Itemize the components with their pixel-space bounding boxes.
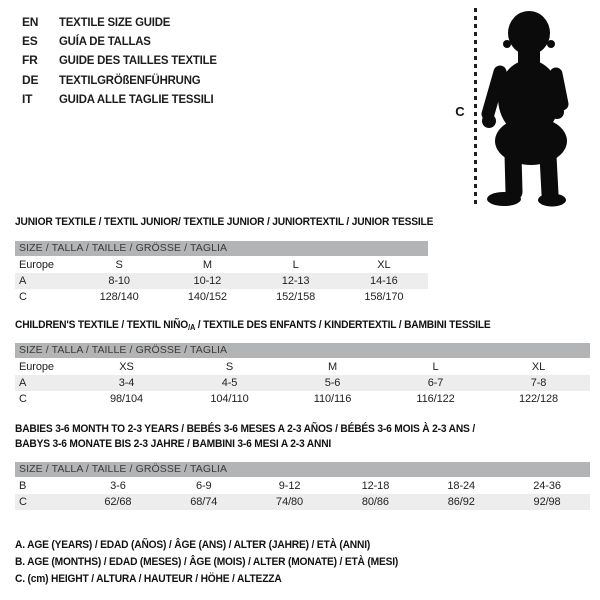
table-cell: L xyxy=(292,259,299,271)
table-cell: 3-4 xyxy=(118,377,135,389)
table-cell: 7-8 xyxy=(530,377,547,389)
table-cell: 128/140 xyxy=(99,291,139,303)
table-row xyxy=(15,391,590,407)
language-row xyxy=(22,51,225,70)
language-row xyxy=(22,32,225,51)
table-cell: L xyxy=(432,361,439,373)
table-cell: XL xyxy=(377,259,391,271)
children-title-rest: / TEXTILE DES ENFANTS / KINDERTEXTIL / BAMBINI TESSILE xyxy=(195,319,491,331)
table-cell: 116/122 xyxy=(416,393,455,405)
table-row xyxy=(15,478,590,494)
babies-size-table xyxy=(15,462,590,510)
table-cell: 8-10 xyxy=(108,275,130,287)
table-row xyxy=(15,257,428,273)
language-row xyxy=(22,90,225,109)
table-cell: A xyxy=(19,275,27,287)
height-dashed-line xyxy=(474,8,477,206)
language-code: DE xyxy=(22,72,39,87)
table-cell: 24-36 xyxy=(533,480,561,492)
table-cell: 5-6 xyxy=(324,377,341,389)
table-cell: M xyxy=(327,361,338,373)
table-cell: 158/170 xyxy=(364,291,404,303)
children-size-table xyxy=(15,343,590,407)
language-code: FR xyxy=(22,53,38,68)
table-cell: XL xyxy=(531,361,546,373)
guide-title-text: GUIDA ALLE TAGLIE TESSILI xyxy=(59,91,214,106)
table-cell: 4-5 xyxy=(221,377,238,389)
table-cell: 92/98 xyxy=(533,496,561,508)
language-title-block xyxy=(22,13,225,109)
table-row xyxy=(15,289,428,305)
size-header-band: SIZE / TALLA / TAILLE / GRÖSSE / TAGLIA xyxy=(15,343,590,358)
footnote-line: B. AGE (MONTHS) / EDAD (MESES) / ÂGE (MOIS) / ALTER (MONATE) / ETÀ (MESI) xyxy=(15,556,399,569)
table-cell: 98/104 xyxy=(109,393,144,405)
table-row xyxy=(15,273,428,289)
table-cell: 9-12 xyxy=(278,480,301,492)
table-cell: 6-9 xyxy=(195,480,212,492)
table-cell: 12-13 xyxy=(281,275,310,287)
table-cell: 3-6 xyxy=(110,480,126,492)
size-header-band: SIZE / TALLA / TAILLE / GRÖSSE / TAGLIA xyxy=(15,241,428,256)
table-cell: 14-16 xyxy=(370,275,398,287)
children-section-title xyxy=(15,318,491,335)
table-row xyxy=(15,359,590,375)
table-cell: 68/74 xyxy=(190,496,218,508)
junior-title-text: JUNIOR TEXTILE / TEXTIL JUNIOR/ TEXTILE JUNIOR / JUNIORTEXTIL / JUNIOR TESSILE xyxy=(15,216,434,228)
table-cell: 18-24 xyxy=(447,480,476,492)
table-cell: S xyxy=(115,259,123,271)
junior-size-table xyxy=(15,241,428,305)
babies-section-title xyxy=(15,422,475,452)
table-row xyxy=(15,494,590,510)
table-cell: B xyxy=(19,480,27,492)
language-code: IT xyxy=(22,91,33,106)
guide-title-text: TEXTILE SIZE GUIDE xyxy=(59,15,171,29)
table-cell: 110/116 xyxy=(313,393,352,405)
language-row xyxy=(22,13,225,32)
language-code: ES xyxy=(22,34,38,49)
table-cell: 122/128 xyxy=(518,393,559,405)
table-cell: C xyxy=(19,291,27,303)
table-cell: 140/152 xyxy=(187,291,227,303)
table-row xyxy=(15,375,590,391)
babies-title-line2: BABYS 3-6 MONATE BIS 2-3 JAHRE / BAMBINI 3-6 MESI A 2-3 ANNI xyxy=(15,438,332,450)
table-cell: 12-18 xyxy=(361,480,390,492)
babies-title-line1: BABIES 3-6 MONTH TO 2-3 YEARS / BEBÉS 3-6 MESES A 2-3 AÑOS / BÉBÉS 3-6 MOIS À 2-3 ANS / xyxy=(15,423,476,435)
footnote-line: A. AGE (YEARS) / EDAD (AÑOS) / ÂGE (ANS) / ALTER (JAHRE) / ETÀ (ANNI) xyxy=(15,539,371,551)
table-cell: C xyxy=(19,393,27,405)
table-cell: 74/80 xyxy=(276,496,304,508)
guide-title-text: GUIDE DES TAILLES TEXTILE xyxy=(59,53,217,68)
table-cell: 152/158 xyxy=(276,291,316,303)
children-title-subscript: /A xyxy=(188,323,196,332)
language-row xyxy=(22,71,225,90)
table-cell: Europe xyxy=(19,361,54,373)
table-cell: 62/68 xyxy=(104,496,132,508)
table-cell: XS xyxy=(119,361,134,373)
guide-title-text: TEXTILGRÖßENFÜHRUNG xyxy=(59,72,201,87)
table-cell: M xyxy=(202,259,212,271)
table-cell: A xyxy=(19,377,27,389)
height-marker-label: C xyxy=(455,104,465,119)
table-cell: 10-12 xyxy=(193,275,222,287)
legend-footnotes xyxy=(15,537,427,589)
children-title-main: CHILDREN'S TEXTILE / TEXTIL NIÑO xyxy=(15,319,189,331)
language-code: EN xyxy=(22,15,39,29)
table-cell: C xyxy=(19,496,27,508)
baby-silhouette xyxy=(480,6,594,207)
table-cell: 86/92 xyxy=(447,496,475,508)
table-cell: S xyxy=(225,361,234,373)
table-cell: 6-7 xyxy=(427,377,444,389)
guide-title-text: GUÍA DE TALLAS xyxy=(59,34,151,49)
table-cell: 104/110 xyxy=(210,393,249,405)
table-cell: Europe xyxy=(19,259,54,271)
size-header-band: SIZE / TALLA / TAILLE / GRÖSSE / TAGLIA xyxy=(15,462,590,477)
junior-section-title xyxy=(15,215,433,230)
footnote-line: C. (cm) HEIGHT / ALTURA / HAUTEUR / HÖHE / ALTEZZA xyxy=(15,573,282,586)
table-cell: 80/86 xyxy=(361,496,389,508)
